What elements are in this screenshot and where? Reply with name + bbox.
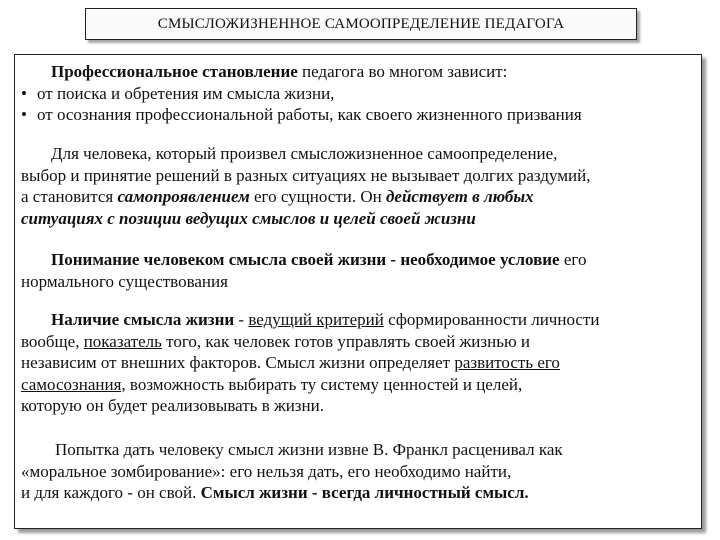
s5-line1: Попытка дать человеку смысл жизни извне В. Франкл расценивал как <box>55 440 563 459</box>
s2-line2: выбор и принятие решений в разных ситуациях не вызывает долгих раздумий, <box>21 165 591 185</box>
bullet-text-1: от поиска и обретения им смысла жизни, <box>37 83 335 103</box>
s4-line4 <box>21 374 697 396</box>
s5-line3 <box>21 482 697 504</box>
bullet-icon: • <box>21 83 27 103</box>
s2-line1: Для человека, который произвел смысложизненное самоопределение, <box>51 144 558 163</box>
content-box <box>14 54 702 529</box>
s4-text-1: - <box>234 310 249 329</box>
s3-line1 <box>21 249 697 271</box>
section-frankl <box>21 439 697 504</box>
s4-line2 <box>21 331 697 353</box>
section-understanding <box>21 249 697 292</box>
s4-underline-3: развитость его <box>454 353 560 372</box>
s3-line2: нормального существования <box>21 271 228 291</box>
s5-line2: «моральное зомбирование»: его нельзя дать, его необходимо найти, <box>21 461 512 481</box>
s1-line1 <box>21 61 697 83</box>
s2-text-1: а становится <box>21 187 118 206</box>
s4-underline-2: показатель <box>83 331 162 351</box>
s5-text: и для каждого - он свой. <box>21 483 201 502</box>
bullet-icon: • <box>21 105 27 124</box>
section-professional-development <box>21 61 697 126</box>
section-meaning-of-life <box>21 309 697 417</box>
s2-bold-italic-2: действует в любых <box>386 187 534 206</box>
bullet-item <box>21 104 697 126</box>
s1-bold-term: Профессиональное становление <box>51 62 298 81</box>
s4-text-6: возможность выбирать ту систему ценностей и целей, <box>125 374 523 394</box>
s4-line3 <box>21 352 697 374</box>
s3-text: его <box>559 250 587 269</box>
s4-line1 <box>21 309 697 331</box>
s4-underline-4: самосознания, <box>21 374 126 394</box>
s4-underline-1: ведущий критерий <box>248 310 384 329</box>
s4-text-4: того, как человек готов управлять своей жизнью и <box>161 331 531 351</box>
s4-text-5: независим от внешних факторов. Смысл жизни определяет <box>21 353 455 372</box>
s4-bold: Наличие смысла жизни <box>51 310 235 329</box>
section-self-determination <box>21 143 697 229</box>
s1-text: педагога во многом зависит: <box>297 62 508 81</box>
s2-line3 <box>21 186 697 208</box>
bullet-item <box>21 83 697 105</box>
s2-bold-italic-1: самопроявлением <box>117 187 250 206</box>
s4-text-3: вообще, <box>21 331 84 351</box>
s5-bold: Смысл жизни - всегда личностный смысл. <box>200 483 529 502</box>
s4-text-2: сформированности личности <box>383 310 600 329</box>
page-title: СМЫСЛОЖИЗНЕННОЕ САМООПРЕДЕЛЕНИЕ ПЕДАГОГА <box>157 15 565 32</box>
s4-line5: которую он будет реализовывать в жизни. <box>21 396 324 415</box>
bullet-text-2: от осознания профессиональной работы, как своего жизненного призвания <box>37 105 582 124</box>
s2-line4: ситуациях с позиции ведущих смыслов и целей своей жизни <box>21 208 476 228</box>
s3-bold: Понимание человеком смысла своей жизни - необходимое условие <box>51 250 560 269</box>
s2-text-2: его сущности. Он <box>249 187 386 206</box>
page-title-box <box>85 8 637 40</box>
